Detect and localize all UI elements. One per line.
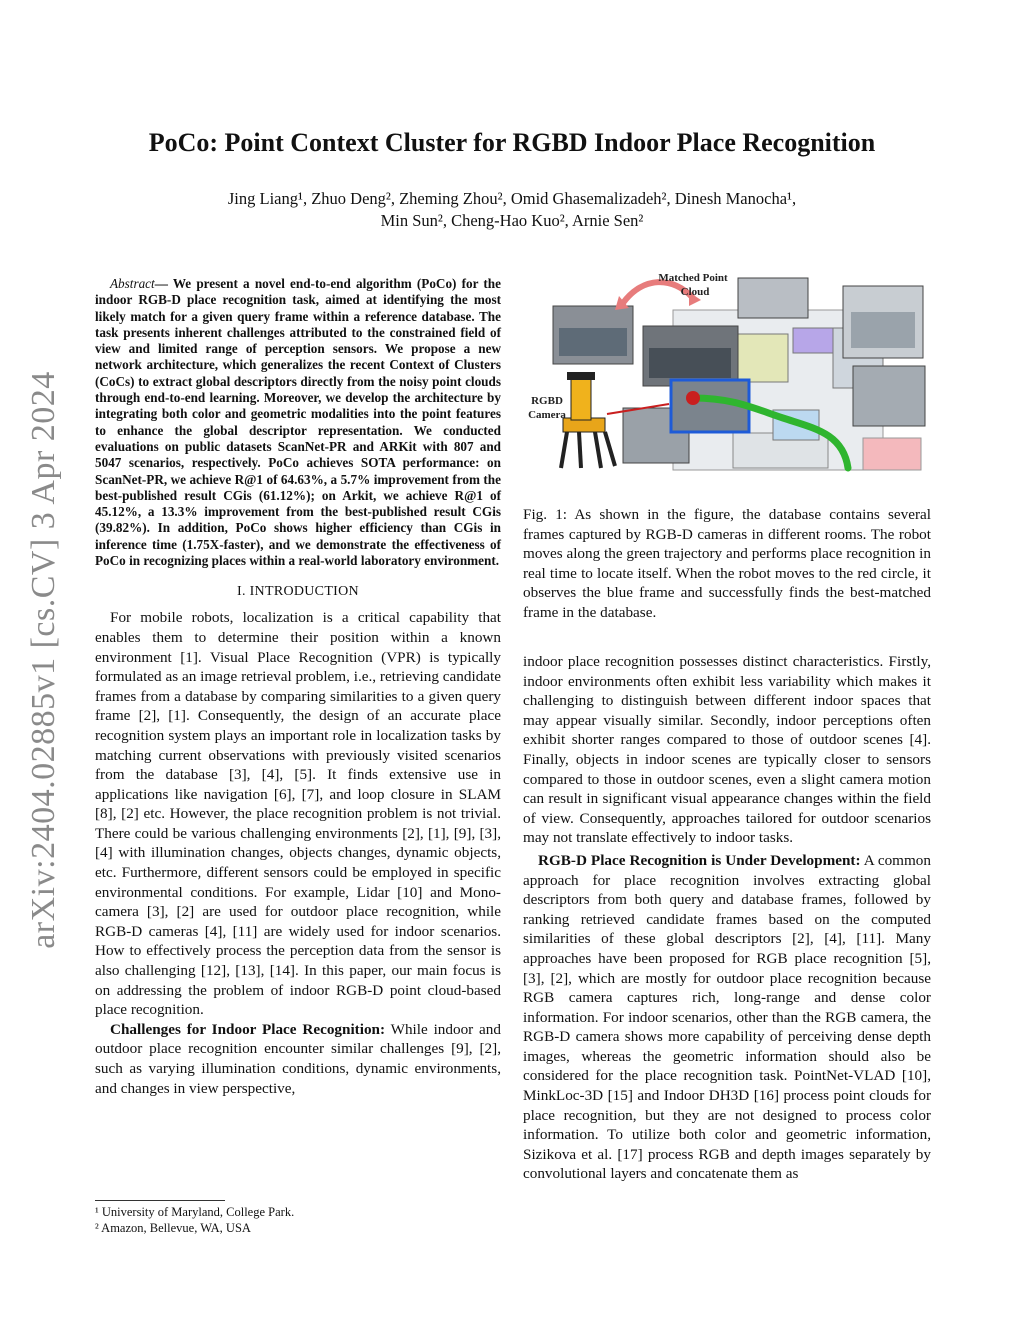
intro-paragraph-2-text: While indoor and outdoor place recognition encounter similar challenges [9], [2], such as varying illumination conditions, dynamic environments, and changes in view perspective, xyxy=(95,1020,501,1097)
abstract-label: Abstract xyxy=(110,276,155,291)
intro-paragraph-2-heading: Challenges for Indoor Place Recognition: xyxy=(110,1020,386,1038)
label-matched-point-cloud-2: Cloud xyxy=(680,286,710,298)
right-paragraph-1: indoor place recognition possesses distinct characteristics. Firstly, indoor environments often exhibit less variability which makes it challenging to distinguish between different indoor spaces that may appear visually similar. Secondly, indoor perceptions often exhibit shorter ranges compared to those of outdoor scenes [4]. Finally, objects in indoor scenes are typically closer to sensors compared to those in outdoor scenes, even a slight camera motion can result in significant visual appearance changes within the field of view. Consequently, approaches tailored for outdoor scenarios may not translate effectively to indoor tasks. xyxy=(523,653,931,847)
section-heading-introduction: I. INTRODUCTION xyxy=(237,584,359,600)
robot-mast xyxy=(571,376,591,420)
right-column xyxy=(523,652,931,1184)
arxiv-identifier: arXiv:2404.02885v1 [cs.CV] 3 Apr 2024 xyxy=(25,371,62,949)
intro-paragraph-2 xyxy=(95,1020,501,1098)
authors-line-2: Min Sun², Cheng-Hao Kuo², Arnie Sen² xyxy=(380,211,644,230)
right-paragraph-2-heading: RGB-D Place Recognition is Under Development: xyxy=(538,851,861,869)
intro-paragraph-1: For mobile robots, localization is a critical capability that enables them to determine their position within a known environment [1]. Visual Place Recognition (VPR) is typically formulated as an image retrieval problem, i.e., retrieving candidate frames from a database by comparing similarities to a given query frame [2], [1]. Consequently, the design of an accurate place recognition system plays an important role in localization tasks by matching current observations with previously visited scenarios from the database [3], [4], [5]. It finds extensive use in applications like navigation [6], [7], and loop closure in SLAM [8], [2] etc. However, the place recognition problem is not trivial. There could be various challenging environments [2], [1], [9], [3], [4] with illumination changes, objects changes, dynamic objects, etc. Furthermore, different sensors could be employed in specific environmental conditions. For example, Lidar [10] and Mono-camera [3], [2] are used for outdoor place recognition, while RGB-D cameras [4], [11] are widely used for indoor scenarios. How to effectively process the perception data from the sensor is also challenging [12], [13], [14]. In this paper, our main focus is on addressing the problem of indoor RGB-D point cloud-based place recognition. xyxy=(95,609,501,1019)
label-rgbd-camera-2: Camera xyxy=(528,409,566,421)
authors-line-1: Jing Liang¹, Zhuo Deng², Zheming Zhou², Omid Ghasemalizadeh², Dinesh Manocha¹, xyxy=(227,189,797,208)
figure-1-caption: Fig. 1: As shown in the figure, the database contains several frames captured by RGB-D cameras in different rooms. The robot moves along the green trajectory and performs place recognition in real time to locate itself. When the robot moves to the red circle, it observes the blue frame and successfully finds the best-matched frame in the database. xyxy=(523,506,931,621)
footnote-2: ² Amazon, Bellevue, WA, USA xyxy=(95,1221,251,1235)
arxiv-side-stamp xyxy=(20,360,68,960)
abstract-text: — We present a novel end-to-end algorithm (PoCo) for the indoor RGB-D place recognition task, aimed at identifying the most likely match for a given query frame within a reference database. The task presents inherent challenges attributed to the constrained field of view and limited range of perception sensors. We propose a new network architecture, which generalizes the recent Context of Clusters (CoCs) to extract global descriptors directly from the noisy point clouds through end-to-end learning. Moreover, we develop the architecture by integrating both color and geometric modalities into the point features to enhance the global descriptor representation. We conducted evaluations on public datasets ScanNet-PR and ARKit with 807 and 5047 scenarios, respectively. PoCo achieves SOTA performance: on ScanNet-PR, we achieve R@1 of 64.63%, a 5.7% improvement from the best-published result CGis (61.12%); on Arkit, we achieve R@1 of 45.12%, a 13.3% improvement from the best-published result CGis (39.82%). In addition, PoCo shows higher efficiency than CGis in inference time (1.75X-faster), and we demonstrate the effectiveness of PoCo in recognizing places within a real-world laboratory environment. xyxy=(95,276,501,569)
footnotes xyxy=(95,1200,501,1236)
floor-plan-room-pink xyxy=(863,438,921,470)
robot-leg-2 xyxy=(579,432,581,468)
database-frame-5 xyxy=(853,366,925,426)
floor-plan-room-purple xyxy=(793,328,838,353)
robot-location-marker xyxy=(686,391,700,405)
database-frame-4-detail xyxy=(851,312,915,348)
paper-title: PoCo: Point Context Cluster for RGBD Indoor Place Recognition xyxy=(148,128,876,157)
abstract xyxy=(95,276,501,569)
label-matched-point-cloud-1: Matched Point xyxy=(658,272,728,284)
footnote-rule xyxy=(95,1200,225,1201)
figure-1-illustration xyxy=(523,268,931,488)
database-frame-2-detail xyxy=(649,348,731,378)
robot-leg-3 xyxy=(595,432,601,468)
robot-leg-1 xyxy=(561,432,567,468)
right-paragraph-2-text: A common approach for place recognition involves extracting global descriptors from both query and database frames, followed by ranking retrieved candidate frames based on the computed similarities of these global descriptors [2], [4], [11]. Many approaches have been proposed for RGB place recognition [5], [3], [2], which are mostly for outdoor place recognition because RGB camera captures rich, long-range and dense color information. For indoor scenarios, other than the RGB camera, the RGB-D camera shows more capability of perceiving dense depth images, whereas the geometric information should also be considered for the place recognition task. PointNet-VLAD [10], MinkLoc-3D [15] and Indoor DH3D [16] process point clouds for place recognition, but they are not designed to process color information. To utilize both color and geometric information, Sizikova et al. [17] process RGB and depth images separately by convolutional layers and concatenate them as xyxy=(523,851,931,1183)
robot-camera xyxy=(567,372,595,380)
figure-1 xyxy=(523,268,931,488)
robot-leg-4 xyxy=(605,432,615,466)
footnote-1: ¹ University of Maryland, College Park. xyxy=(95,1205,295,1219)
database-frame-3 xyxy=(738,278,808,318)
right-paragraph-2 xyxy=(523,851,931,1184)
left-column xyxy=(95,276,501,1098)
database-frame-1-detail xyxy=(559,328,627,356)
label-rgbd-camera-1: RGBD xyxy=(531,395,563,407)
